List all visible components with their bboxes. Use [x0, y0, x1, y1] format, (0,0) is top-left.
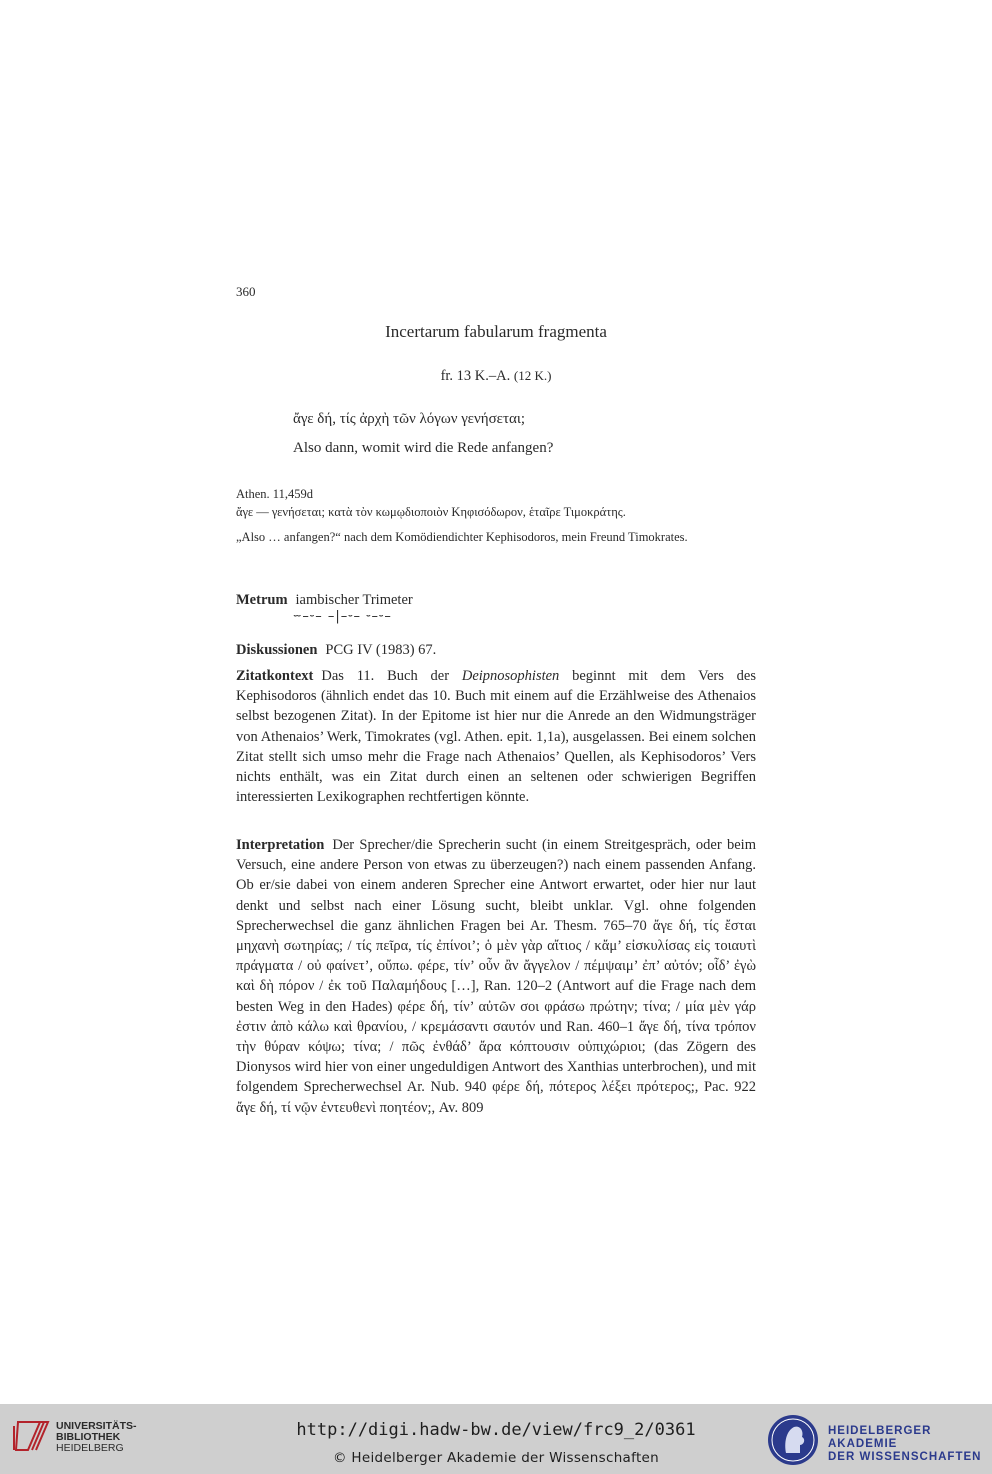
fragment-label: fr. 13 K.–A.	[440, 368, 511, 384]
page-number: 360	[236, 284, 256, 299]
source-citation: Athen. 11,459d	[236, 487, 313, 501]
metrical-scheme: ⏖–⏑– –|–⏑– ⏑–⏑–	[293, 609, 392, 624]
fragment-alt-number: (12 K.)	[513, 368, 552, 383]
copyright-notice: © Heidelberger Akademie der Wissenschaften	[333, 1450, 659, 1466]
zitatkontext-label: Zitatkontext	[236, 668, 314, 684]
ub-line-2: BIBLIOTHEK	[56, 1431, 121, 1443]
academy-name	[828, 1425, 992, 1464]
diskussionen-label: Diskussionen	[236, 642, 318, 658]
source-greek: ἄγε — γενήσεται; κατὰ τὸν κωμῳδιοποιὸν Κηφισόδωρον, ἑταῖρε Τιμοκράτης.	[236, 505, 626, 519]
interpretation-label: Interpretation	[236, 837, 325, 853]
source-translation: „Also … anfangen?“ nach dem Komödiendichter Kephisodoros, mein Freund Timokrates.	[236, 530, 688, 544]
work-title: Deipnosophisten	[461, 668, 560, 684]
ub-line-3: HEIDELBERG	[56, 1442, 124, 1454]
zitatkontext-text-pre: Das 11. Buch der	[321, 668, 450, 684]
diskussionen-text: PCG IV (1983) 67.	[325, 642, 437, 658]
viewer-footer	[0, 1404, 992, 1474]
academy-line-2: DER WISSENSCHAFTEN	[828, 1451, 982, 1463]
fragment-greek-verse: ἄγε δή, τίς ἀρχὴ τῶν λόγων γενήσεται;	[293, 411, 526, 427]
interpretation-text: Der Sprecher/die Sprecherin sucht (in einem Streitgespräch, oder beim Versuch, eine andere Person von etwas zu überzeugen?) nach einem passenden Anfang. Ob er/sie dabei von einem anderen Sprecher eine Antwort erwartet, oder hier nur laut denkt und selbst nach einer Lösung sucht, bleibt unklar. Vgl. ohne folgenden Sprecherwechsel die ganz ähnlichen Fragen bei Ar. Thesm. 765–70 ἄγε δή, τίς ἔσται μηχανὴ σωτηρίας; / τίς πεῖρα, τίς ἐπίνοι’; ὁ μὲν γὰρ αἴτιος / κἄμ’ εἰσκυλίσας εἰς τοιαυτὶ πράγματα / οὐ φαίνετ’, οὔπω. φέρε, τίν’ οὖν ἂν ἄγγελον / πέμψαιμ’ ἐπ’ αὐτόν; οἶδ’ ἐγὼ καὶ δὴ πόρον / ἐκ τοῦ Παλαμήδους […], Ran. 120–2 (Antwort auf die Frage nach dem besten Weg in den Hades) φέρε δή, τίν’ αὐτῶν σοι φράσω πρώτην; τίνα; / μία μὲν γάρ ἐστιν ἀπὸ κάλω καὶ θρανίου, / κρεμάσαντι σαυτόν und Ran. 460–1 ἄγε δή, τίνα τρόπον τὴν θύραν κόψω; τίνα; / πῶς ἐνθάδ’ ἄρα κόπτουσιν οὑπιχώριοι; (das Zögern des Dionysos wird hier von einer ungeduldigen Antwort des Xanthias unterbrochen), und mit folgendem Sprecherwechsel Ar. Nub. 940 φέρε δή, πότερος λέξει πρότερος;, Pac. 922 ἄγε δή, τί νῷν ἐντευθενὶ ποητέον;, Av. 809	[236, 837, 756, 1116]
ub-line-1: UNIVERSITÄTS-	[56, 1420, 137, 1432]
page-url-link[interactable]: http://digi.hadw-bw.de/view/frc9_2/0361	[296, 1420, 696, 1440]
metrum-text: iambischer Trimeter	[295, 592, 413, 608]
metrum-label: Metrum	[236, 592, 288, 608]
zitatkontext-text: beginnt mit dem Vers des Kephisodoros (ähnlich endet das 10. Buch mit einem auf die Erzählweise des Athenaios selbst bezogenen Zitat). In der Epitome ist hier nur die Anrede an den Widmungsträger von Athenaios’ Werk, Timokrates (vgl. Athen. epit. 1,1a), ausgelassen. Bei einem solchen Zitat stellt sich umso mehr die Frage nach Athenaios’ Quellen, als Kephisodoros’ Vers nichts enthält, was ein Zitat durch einen an seltenen oder schwierigen Begriffen interessierten Lexikographen rechtfertigen könnte.	[236, 668, 756, 806]
zitatkontext-section	[236, 666, 756, 807]
running-title: Incertarum fabularum fragmenta	[385, 322, 607, 341]
metrum-section	[236, 590, 756, 610]
interpretation-section	[236, 835, 756, 1118]
fragment-translation: Also dann, womit wird die Rede anfangen?	[293, 440, 554, 456]
academy-line-1: HEIDELBERGER AKADEMIE	[828, 1425, 932, 1450]
diskussionen-section	[236, 640, 756, 660]
fragment-heading	[0, 368, 992, 385]
academy-seal-icon[interactable]	[766, 1413, 820, 1472]
